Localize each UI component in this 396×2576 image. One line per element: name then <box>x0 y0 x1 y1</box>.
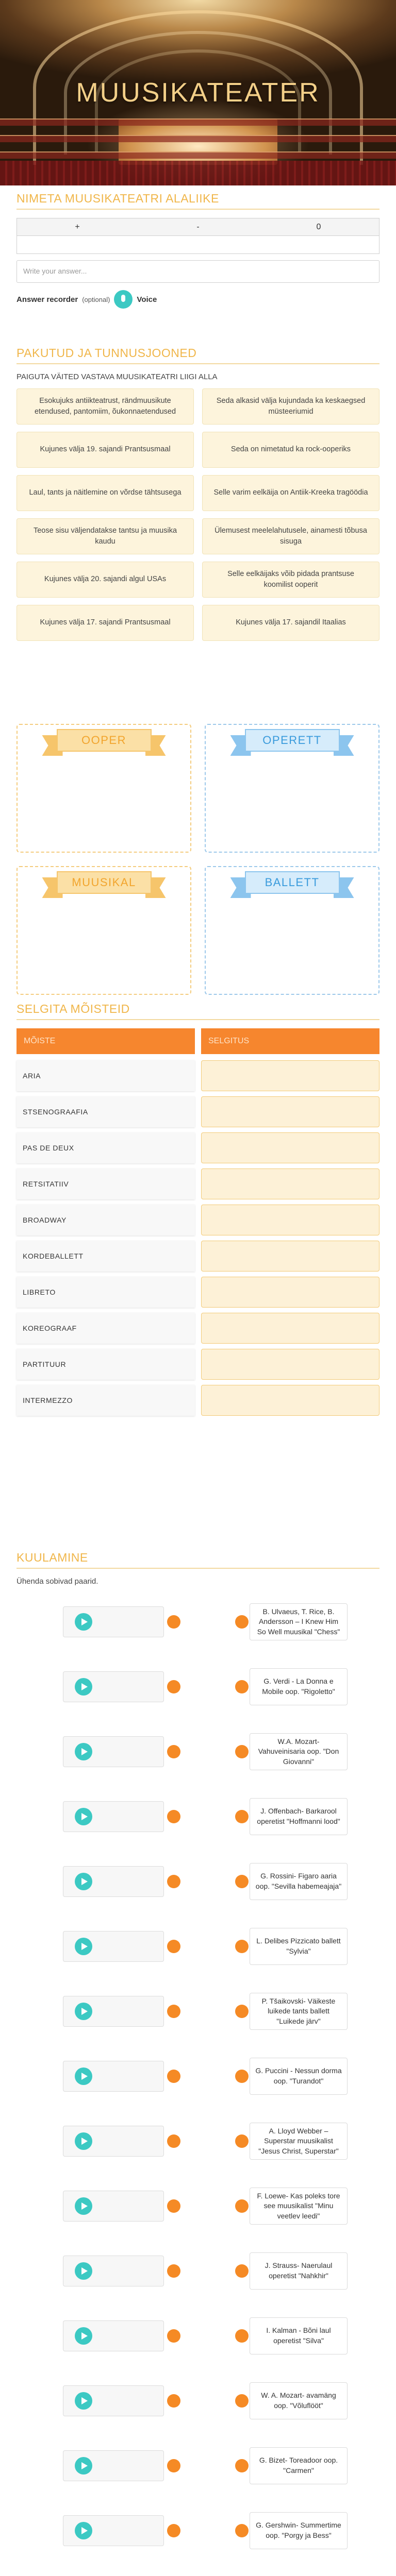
ribbon-banner <box>230 871 354 900</box>
listening-row <box>16 1658 380 1716</box>
draggable-statement[interactable]: Seda on nimetatud ka rock-ooperiks <box>202 432 380 468</box>
connector-dot[interactable] <box>235 2070 249 2083</box>
explanation-dropzone[interactable] <box>201 1132 380 1163</box>
draggable-statement[interactable]: Selle eelkäijaks võib pidada prantsuse koomilist ooperit <box>202 562 380 598</box>
theater-seats <box>0 161 396 185</box>
explanation-dropzone[interactable] <box>201 1277 380 1308</box>
play-icon[interactable] <box>75 2262 92 2280</box>
recorder-label: Answer recorder <box>16 295 78 304</box>
audio-player[interactable] <box>63 2061 164 2092</box>
explanation-dropzone[interactable] <box>201 1096 380 1127</box>
explanation-dropzone[interactable] <box>201 1313 380 1344</box>
draggable-statement[interactable]: Kujunes välja 20. sajandi algul USAs <box>16 562 194 598</box>
listening-option: F. Loewe- Kas poleks tore see muusikalist "Minu veetlev leedi" <box>250 2188 348 2225</box>
draggable-statement[interactable]: Teose sisu väljendatakse tantsu ja muusika kaudu <box>16 518 194 554</box>
term-item: LIBRETO <box>16 1277 195 1308</box>
plus-minus-table <box>16 218 380 254</box>
listening-option: G. Bizet- Toreadoor oop. "Carmen" <box>250 2447 348 2484</box>
connector-dot[interactable] <box>167 1615 180 1629</box>
term-item: PARTITUUR <box>16 1349 195 1380</box>
listening-row <box>16 2112 380 2170</box>
play-icon[interactable] <box>75 1743 92 1760</box>
column-header-term: MÕISTE <box>16 1028 195 1054</box>
listening-row <box>16 2437 380 2495</box>
ribbon-banner <box>230 729 354 758</box>
section-terms <box>0 1002 396 1421</box>
section-name-genres <box>0 192 396 309</box>
draggable-statement[interactable]: Kujunes välja 17. sajandi Prantsusmaal <box>16 605 194 641</box>
connector-dot[interactable] <box>235 2005 249 2018</box>
connector-dot[interactable] <box>235 1615 249 1629</box>
section-listening <box>0 1551 396 2576</box>
listening-row <box>16 1723 380 1781</box>
connector-dot[interactable] <box>235 2199 249 2213</box>
listening-row <box>16 2372 380 2430</box>
explanation-dropzone[interactable] <box>201 1060 380 1091</box>
listening-option: G. Verdi - La Donna e Mobile oop. "Rigoletto" <box>250 1668 348 1705</box>
banner-label: OPERETT <box>245 729 340 752</box>
draggable-statement[interactable]: Esokujuks antiikteatrust, rändmuusikute etendused, pantomiim, õukonnaetendused <box>16 388 194 425</box>
connector-dot[interactable] <box>167 2070 180 2083</box>
audio-player[interactable] <box>63 1996 164 2027</box>
banner-label: OOPER <box>57 729 152 752</box>
listening-option: A. Lloyd Webber – Superstar muusikalist "Jesus Christ, Superstar" <box>250 2123 348 2160</box>
connector-dot[interactable] <box>235 2524 249 2537</box>
connector-dot[interactable] <box>167 2264 180 2278</box>
banner-label: MUUSIKAL <box>57 871 152 894</box>
audio-player[interactable] <box>63 1606 164 1637</box>
listening-option: I. Kalman - Bõni laul operetist "Silva" <box>250 2317 348 2354</box>
connector-dot[interactable] <box>167 2329 180 2343</box>
draggable-statement[interactable]: Seda alkasid välja kujundada ka keskaegsed müsteeriumid <box>202 388 380 425</box>
dropzone-ballett[interactable] <box>205 866 380 995</box>
connector-dot[interactable] <box>167 2394 180 2408</box>
listening-row <box>16 2567 380 2576</box>
draggable-statement[interactable]: Kujunes välja 19. sajandi Prantsusmaal <box>16 432 194 468</box>
column-zero: 0 <box>316 222 321 231</box>
audio-player[interactable] <box>63 2256 164 2286</box>
play-icon[interactable] <box>75 2522 92 2539</box>
connector-dot[interactable] <box>235 2264 249 2278</box>
dropzone-muusikal[interactable] <box>16 866 191 995</box>
listening-row <box>16 1918 380 1975</box>
column-plus: + <box>75 222 80 231</box>
explanation-dropzone[interactable] <box>201 1205 380 1235</box>
listening-list <box>16 1593 380 2576</box>
connector-dot[interactable] <box>167 2524 180 2537</box>
play-icon[interactable] <box>75 1613 92 1631</box>
connector-dot[interactable] <box>167 2459 180 2472</box>
play-icon[interactable] <box>75 1873 92 1890</box>
section-title: PAKUTUD JA TUNNUSJOONED <box>16 346 380 364</box>
microphone-icon[interactable] <box>114 290 133 309</box>
term-item: INTERMEZZO <box>16 1385 195 1416</box>
column-header-explanation: SELGITUS <box>201 1028 380 1054</box>
connector-dot[interactable] <box>235 2329 249 2343</box>
balcony <box>0 118 396 126</box>
explanation-dropzone[interactable] <box>201 1349 380 1380</box>
play-icon[interactable] <box>75 2067 92 2085</box>
instruction-text: Ühenda sobivad paarid. <box>16 1577 98 1586</box>
play-icon[interactable] <box>75 1678 92 1696</box>
draggable-statement[interactable]: Ülemusest meelelahutusele, ainamesti tõbusa sisuga <box>202 518 380 554</box>
play-icon[interactable] <box>75 2457 92 2475</box>
section-genre-dropzones <box>0 724 396 995</box>
connector-dot[interactable] <box>167 1875 180 1888</box>
section-statements <box>0 346 396 641</box>
explanation-dropzone[interactable] <box>201 1241 380 1272</box>
play-icon[interactable] <box>75 2197 92 2215</box>
play-icon[interactable] <box>75 2132 92 2150</box>
recorder-optional: (optional) <box>82 295 110 303</box>
listening-option: G. Rossini- Figaro aaria oop. "Sevilla habemeajaja" <box>250 1863 348 1900</box>
draggable-statement[interactable]: Laul, tants ja näitlemine on võrdse tähtsusega <box>16 475 194 511</box>
balcony <box>0 151 396 159</box>
audio-player[interactable] <box>63 1671 164 1702</box>
listening-row <box>16 1853 380 1910</box>
connector-dot[interactable] <box>167 1810 180 1823</box>
connector-dot[interactable] <box>235 2134 249 2148</box>
connector-dot[interactable] <box>235 1875 249 1888</box>
listening-row <box>16 2502 380 2560</box>
section-title: SELGITA MÕISTEID <box>16 1002 380 1020</box>
listening-option: J. Strauss- Naerulaul operetist "Nahkhir" <box>250 2252 348 2290</box>
connector-dot[interactable] <box>167 1680 180 1693</box>
listening-option: L. Delibes Pizzicato ballett "Sylvia" <box>250 1928 348 1965</box>
audio-player[interactable] <box>63 2515 164 2546</box>
hero-banner <box>0 0 396 185</box>
connector-dot[interactable] <box>235 1680 249 1693</box>
section-title: NIMETA MUUSIKATEATRI ALALIIKE <box>16 192 380 210</box>
audio-player[interactable] <box>63 1801 164 1832</box>
audio-player[interactable] <box>63 2126 164 2157</box>
listening-option: G. Gershwin- Summertime oop. "Porgy ja Bess" <box>250 2512 348 2549</box>
banner-label: BALLETT <box>245 871 340 894</box>
term-item: ARIA <box>16 1060 195 1091</box>
draggable-statement[interactable]: Selle varim eelkäija on Antiik-Kreeka tragöödia <box>202 475 380 511</box>
dropzone-ooper[interactable] <box>16 724 191 853</box>
play-icon[interactable] <box>75 1808 92 1825</box>
play-icon[interactable] <box>75 2327 92 2345</box>
voice-label: Voice <box>137 295 157 304</box>
connector-dot[interactable] <box>235 1940 249 1953</box>
term-item: BROADWAY <box>16 1205 195 1235</box>
dropzone-operett[interactable] <box>205 724 380 853</box>
connector-dot[interactable] <box>167 1940 180 1953</box>
connector-dot[interactable] <box>167 2199 180 2213</box>
column-minus: - <box>196 222 200 231</box>
term-item: KORDEBALLETT <box>16 1241 195 1272</box>
play-icon[interactable] <box>75 1938 92 1955</box>
audio-player[interactable] <box>63 1866 164 1897</box>
ribbon-banner <box>42 871 166 900</box>
balcony <box>0 135 396 142</box>
listening-option: G. Puccini - Nessun dorma oop. "Turandot" <box>250 2058 348 2095</box>
listening-option: W.A. Mozart- Vahuveinisaria oop. "Don Giovanni" <box>250 1733 348 1771</box>
term-item: PAS DE DEUX <box>16 1132 195 1163</box>
explanation-dropzone[interactable] <box>201 1385 380 1416</box>
listening-option: J. Offenbach- Barkarool operetist "Hoffmanni lood" <box>250 1798 348 1835</box>
instruction-text: PAIGUTA VÄITED VASTAVA MUUSIKATEATRI LIIGI ALLA <box>16 372 218 381</box>
listening-row <box>16 2242 380 2300</box>
connector-dot[interactable] <box>235 2459 249 2472</box>
play-icon[interactable] <box>75 2003 92 2020</box>
connector-dot[interactable] <box>235 1810 249 1823</box>
connector-dot[interactable] <box>235 1745 249 1758</box>
page-title: MUUSIKATEATER <box>76 78 320 108</box>
audio-player[interactable] <box>63 2320 164 2351</box>
play-icon[interactable] <box>75 2392 92 2410</box>
term-item: STSENOGRAAFIA <box>16 1096 195 1127</box>
listening-row <box>16 1593 380 1651</box>
audio-player[interactable] <box>63 2385 164 2416</box>
audio-player[interactable] <box>63 1931 164 1962</box>
term-item: RETSITATIIV <box>16 1168 195 1199</box>
audio-player[interactable] <box>63 2191 164 2222</box>
listening-row <box>16 2307 380 2365</box>
connector-dot[interactable] <box>167 2005 180 2018</box>
listening-row <box>16 2047 380 2105</box>
listening-option: W. A. Mozart- avamäng oop. "Võluflööt" <box>250 2382 348 2419</box>
term-item: KOREOGRAAF <box>16 1313 195 1344</box>
listening-row <box>16 2177 380 2235</box>
answer-recorder <box>16 290 380 309</box>
section-title: KUULAMINE <box>16 1551 380 1569</box>
draggable-statement[interactable]: Kujunes välja 17. sajandil Itaalias <box>202 605 380 641</box>
ribbon-banner <box>42 729 166 758</box>
listening-option: P. Tšaikovski- Väikeste luikede tants ballett "Luikede järv" <box>250 1993 348 2030</box>
statement-grid <box>16 388 380 641</box>
listening-row <box>16 1982 380 2040</box>
explanation-dropzone[interactable] <box>201 1168 380 1199</box>
connector-dot[interactable] <box>167 2134 180 2148</box>
connector-dot[interactable] <box>167 1745 180 1758</box>
listening-row <box>16 1788 380 1845</box>
connector-dot[interactable] <box>235 2394 249 2408</box>
answer-input[interactable]: Write your answer... <box>16 260 380 283</box>
audio-player[interactable] <box>63 2450 164 2481</box>
audio-player[interactable] <box>63 1736 164 1767</box>
listening-option: B. Ulvaeus, T. Rice, B. Andersson – I Knew Him So Well muusikal "Chess" <box>250 1603 348 1641</box>
